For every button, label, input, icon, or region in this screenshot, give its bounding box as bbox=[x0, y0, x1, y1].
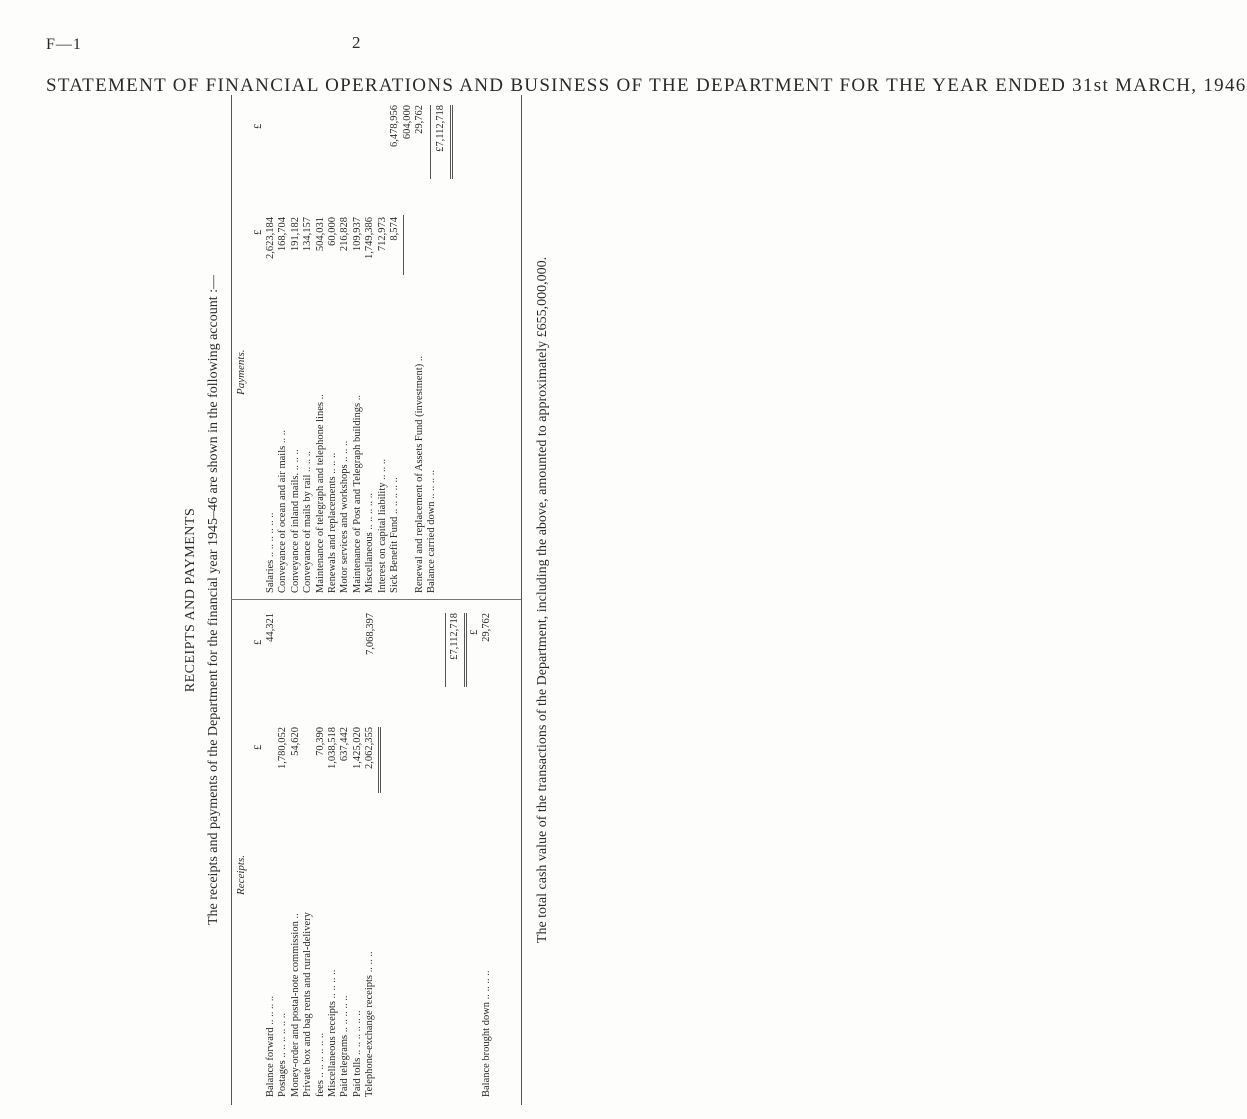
receipt-amount: 1,780,052 bbox=[277, 727, 289, 769]
receipt-label: Private box and bag rents and rural-delivery bbox=[302, 912, 314, 1097]
payment-amount: 216,828 bbox=[339, 217, 351, 252]
receipts-total-rule bbox=[464, 613, 465, 687]
receipts-subtotal: 7,068,397 bbox=[365, 613, 376, 655]
page-id: F—1 bbox=[46, 36, 82, 53]
table-top-rule bbox=[231, 95, 232, 1105]
table-bottom-rule bbox=[521, 95, 522, 1105]
payments-total-rule bbox=[430, 105, 431, 179]
page-number: 2 bbox=[352, 33, 361, 52]
receipts-total: £7,112,718 bbox=[449, 613, 460, 660]
receipts-payments-statement bbox=[185, 95, 665, 1105]
payment-amount: 1,749,386 bbox=[364, 217, 376, 259]
payment-label: Sick Benefit Fund .. .. .. .. .. bbox=[389, 477, 400, 593]
receipt-amount: 44,321 bbox=[265, 613, 276, 642]
payment-label: Salaries .. .. .. .. .. .. bbox=[265, 512, 276, 593]
payments-subtotal-rule bbox=[403, 215, 404, 275]
column-divider bbox=[231, 599, 521, 600]
payment-label: Interest on capital liability .. .. .. bbox=[376, 458, 388, 593]
receipts-currency-2: £ bbox=[253, 639, 264, 645]
payment-label: Balance carried down .. .. .. .. bbox=[426, 469, 437, 593]
payment-amount: 2,623,184 bbox=[265, 217, 276, 259]
receipts-currency-1: £ bbox=[253, 744, 264, 750]
receipt-label: Money-order and postal-note commission .. bbox=[289, 913, 301, 1097]
payment-amount: 191,182 bbox=[289, 217, 301, 252]
payment-label: Conveyance of ocean and air mails .. .. bbox=[277, 430, 289, 593]
receipt-label: Paid tolls .. .. .. .. .. .. bbox=[351, 1010, 363, 1097]
payment-amount: 604,000 bbox=[402, 105, 413, 140]
payment-label: Conveyance of mails by rail .. .. .. bbox=[302, 450, 314, 593]
payment-amount: 8,574 bbox=[389, 217, 400, 241]
payment-label: Miscellaneous .. .. .. .. .. bbox=[364, 492, 376, 593]
receipt-label: fees .. .. .. .. .. .. bbox=[314, 1032, 326, 1097]
intro-text: The receipts and payments of the Department for the financial year 1945–46 are shown in the following account :— bbox=[206, 275, 221, 926]
payment-amount: 134,157 bbox=[302, 217, 314, 252]
payment-label: Renewals and replacements .. .. .. bbox=[327, 452, 338, 593]
receipts-total-rule bbox=[445, 613, 446, 687]
receipts-subtotal-rule bbox=[380, 727, 381, 793]
payment-label: Conveyance of inland mails. .. .. .. bbox=[289, 449, 301, 593]
balance-brought-down-amount: 29,762 bbox=[481, 613, 492, 642]
receipt-label: Telephone-exchange receipts .. .. .. bbox=[364, 951, 376, 1097]
payment-label: Maintenance of Post and Telegraph buildings .. bbox=[351, 395, 363, 593]
payment-amount: 168,704 bbox=[277, 217, 289, 252]
receipt-amount: 1,425,020 bbox=[351, 727, 363, 769]
payments-currency-2: £ bbox=[253, 123, 264, 129]
receipt-amount: 54,620 bbox=[289, 727, 301, 756]
payments-header: Payments. bbox=[235, 349, 247, 395]
receipt-label: Balance brought down .. .. .. .. bbox=[481, 970, 492, 1097]
payment-label: Motor services and workshops .. .. .. bbox=[339, 440, 351, 593]
receipt-label: Miscellaneous receipts .. .. .. .. bbox=[327, 969, 338, 1097]
payments-total-rule bbox=[452, 105, 453, 179]
payments-total: £7,112,718 bbox=[435, 105, 446, 152]
receipt-amount: 70,390 bbox=[314, 727, 326, 756]
receipt-amount: 637,442 bbox=[339, 727, 351, 762]
receipts-subtotal-rule bbox=[378, 727, 379, 793]
footer-note: The total cash value of the transactions of the Department, including the above, amounted to approximately £655,000,000. bbox=[535, 256, 550, 944]
payment-label: Renewal and replacement of Assets Fund (investment) .. bbox=[414, 355, 425, 593]
payments-subtotal: 6,478,956 bbox=[389, 105, 400, 147]
receipt-amount: 2,062,355 bbox=[364, 727, 376, 769]
receipt-amount: 1,038,518 bbox=[327, 727, 338, 769]
payment-amount: 504,031 bbox=[314, 217, 326, 252]
statement-heading: RECEIPTS AND PAYMENTS bbox=[183, 507, 198, 693]
payment-label: Maintenance of telegraph and telephone lines .. bbox=[314, 394, 326, 593]
payments-total-rule bbox=[450, 105, 451, 179]
payments-currency-1: £ bbox=[253, 229, 264, 235]
payment-amount: 109,937 bbox=[351, 217, 363, 252]
payment-amount: 60,000 bbox=[327, 217, 338, 246]
payment-amount: 29,762 bbox=[414, 105, 425, 134]
page-title: STATEMENT OF FINANCIAL OPERATIONS AND BUSINESS OF THE DEPARTMENT FOR THE YEAR ENDED 31st MARCH, 1946 bbox=[46, 75, 1247, 96]
receipt-label: Postages .. .. .. .. .. .. bbox=[277, 1013, 289, 1097]
receipt-label: Paid telegrams .. .. .. .. .. bbox=[339, 995, 351, 1097]
receipts-total-rule bbox=[466, 613, 467, 687]
balance-brought-down-currency: £ bbox=[469, 629, 480, 635]
receipt-label: Balance forward .. .. .. .. bbox=[265, 995, 276, 1097]
receipts-header: Receipts. bbox=[235, 854, 247, 895]
payment-amount: 712,973 bbox=[376, 217, 388, 252]
